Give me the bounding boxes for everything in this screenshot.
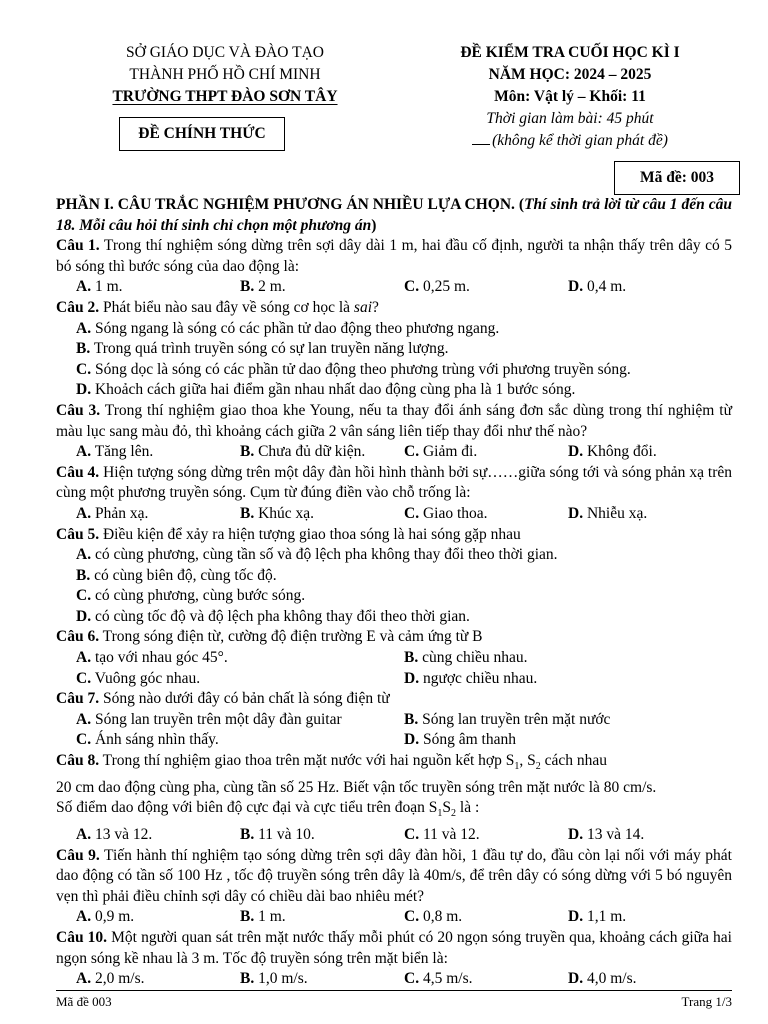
question-8-line-2: 20 cm dao động cùng pha, cùng tần số 25 Hz. Biết vận tốc truyền sóng trên mặt nước là 80 cm/s.: [56, 778, 657, 796]
city-name: THÀNH PHỐ HỒ CHÍ MINH: [129, 66, 321, 83]
question-text: Điều kiện để xảy ra hiện tượng giao thoa sóng là hai sóng gặp nhau: [99, 525, 521, 543]
question-label: Câu 10.: [56, 928, 108, 946]
questions-content: [56, 195, 732, 990]
section-title: PHẦN I. CÂU TRẮC NGHIỆM PHƯƠNG ÁN NHIỀU LỰA CHỌN. (: [56, 196, 525, 213]
option-c: C. 0,8 m.: [404, 908, 463, 926]
option-d: D. 1,1 m.: [568, 908, 627, 926]
options-row: [56, 907, 732, 928]
underline-mark: [472, 130, 490, 145]
question-label: Câu 5.: [56, 525, 100, 543]
option-d: D. có cùng tốc độ và độ lệch pha không thay đổi theo thời gian.: [76, 607, 470, 625]
subject-grade: Môn: Vật lý – Khối: 11: [494, 88, 646, 105]
question-label: Câu 2.: [56, 298, 100, 316]
option-c: C. Ánh sáng nhìn thấy.: [76, 731, 219, 749]
option-d: D. Không đổi.: [568, 443, 657, 461]
option-c: C. có cùng phương, cùng bước sóng.: [76, 587, 306, 605]
question-4: [56, 463, 732, 504]
question-text: Số điểm dao động với biên độ cực đại và cực tiểu trên đoạn S: [56, 799, 438, 817]
official-badge: ĐỀ CHÍNH THỨC: [119, 117, 285, 151]
question-9: [56, 846, 732, 908]
question-end: ?: [372, 298, 379, 316]
option-d: D. Sóng âm thanh: [404, 731, 516, 749]
question-text: Trong thí nghiệm giao thoa trên mặt nước với hai nguồn kết hợp S: [99, 752, 515, 770]
section-heading: [56, 195, 732, 236]
page-footer: [56, 990, 732, 1010]
option-b: B. cùng chiều nhau.: [404, 649, 528, 667]
question-text: Một người quan sát trên mặt nước thấy mỗi phút có 20 ngọn sóng truyền qua, khoảng cách giữa hai ngọn sóng kề nhau là 3 m. Tốc độ truyền sóng trên mặt biển là:: [56, 928, 732, 967]
option-b: B. 11 và 10.: [240, 826, 315, 843]
department-name: SỞ GIÁO DỤC VÀ ĐÀO TẠO: [126, 44, 324, 61]
exam-duration: Thời gian làm bài: 45 phút: [486, 110, 654, 127]
question-text: Trong sóng điện từ, cường độ điện trường E và cảm ứng từ B: [99, 628, 483, 646]
question-text: Phát biểu nào sau đây về sóng cơ học là: [99, 298, 354, 316]
options-row: [56, 442, 732, 463]
exam-title: ĐỀ KIỂM TRA CUỐI HỌC KÌ I: [460, 44, 680, 61]
option-a: A. Tăng lên.: [76, 443, 154, 461]
question-7: [56, 689, 732, 710]
option-a: A. 0,9 m.: [76, 908, 135, 926]
option-c: C. 0,25 m.: [404, 278, 470, 296]
option-c: C. Sóng dọc là sóng có các phần tử dao động theo phương trùng với phương truyền sóng.: [76, 360, 631, 378]
options-row: [56, 730, 732, 751]
options-row: [56, 969, 732, 990]
question-label: Câu 8.: [56, 752, 100, 770]
option-a: A. 2,0 m/s.: [76, 970, 145, 988]
option-c: C. 4,5 m/s.: [404, 970, 473, 988]
options-row: [56, 669, 732, 690]
options-row: [56, 504, 732, 525]
duration-note-text: (không kể thời gian phát đề): [492, 132, 668, 149]
footer-page-number: Trang 1/3: [681, 994, 732, 1009]
question-5: [56, 525, 732, 546]
option-a: A. 1 m.: [76, 278, 123, 296]
question-text: Sóng nào dưới đây có bản chất là sóng điện từ: [99, 690, 390, 708]
option-a: A. Phản xạ.: [76, 504, 149, 522]
question-text: Trong thí nghiệm giao thoa khe Young, nếu ta thay đổi ánh sáng đơn sắc dùng trong thí nghiệm từ màu lục sang màu đỏ, thì khoảng cách giữa 2 vân sáng liên tiếp thay đổi như thế nào?: [56, 401, 732, 440]
question-emphasis: sai: [353, 298, 373, 316]
option-a: A. tạo với nhau góc 45°.: [76, 649, 228, 667]
option-d: D. 0,4 m.: [568, 278, 627, 296]
option-d: D. ngược chiều nhau.: [404, 669, 538, 687]
option-b: B. có cùng biên độ, cùng tốc độ.: [76, 566, 277, 584]
question-text: Hiện tượng sóng dừng trên một dây đàn hồi hình thành bởi sự……giữa sóng tới và sóng phản xạ trên cùng một phương truyền sóng. Cụm từ đúng điền vào chỗ trống là:: [56, 463, 732, 502]
options-row: [56, 710, 732, 731]
question-label: Câu 4.: [56, 463, 100, 481]
question-label: Câu 7.: [56, 690, 100, 708]
option-a: A. 13 và 12.: [76, 826, 153, 843]
section-instruction: Thí sinh trả lời từ câu 1 đến câu 18. Mỗi câu hỏi thí sinh chỉ chọn một phương án: [56, 196, 733, 234]
options-row: [56, 277, 732, 298]
option-a: A. Sóng ngang là sóng có các phần tử dao động theo phương ngang.: [76, 319, 500, 337]
option-a: A. Sóng lan truyền trên một dây đàn guitar: [76, 710, 342, 728]
option-b: B. 2 m.: [240, 278, 286, 296]
question-8-line-3: Số điểm dao động với biên độ cực đại và cực tiểu trên đoạn $S_1S_2$ là :: [56, 799, 480, 820]
question-text: Trong thí nghiệm sóng dừng trên sợi dây dài 1 m, hai đầu cố định, người ta nhận thấy trên dây có 5 bó sóng thì bước sóng của dao động là:: [56, 237, 732, 275]
option-d: D. Khoảch cách giữa hai điểm gần nhau nhất dao động cùng pha là 1 bước sóng.: [76, 381, 576, 399]
option-d: D. 13 và 14.: [568, 826, 645, 843]
option-d: D. 4,0 m/s.: [568, 970, 637, 988]
header-left: [60, 42, 390, 108]
question-8: Câu 8. Trong thí nghiệm giao thoa trên mặt nước với hai nguồn kết hợp $S_1$, $S_2$ cách nhau: [56, 752, 608, 773]
exam-code-box: Mã đề: 003: [614, 161, 740, 195]
question-text: Tiến hành thí nghiệm tạo sóng dừng trên sợi dây đàn hồi, 1 đầu tự do, đầu còn lại nối với máy phát dao động có tần số 100 Hz , tốc độ truyền sóng trên dây là 40m/s, để trên dây có sóng dừng với 5 bó nguyên vẹn thì phải điều chỉnh sợi dây có chiều dài bao nhiêu mét?: [56, 846, 732, 905]
question-label: Câu 1.: [56, 237, 100, 255]
header-right: [400, 42, 740, 152]
option-b: B. 1,0 m/s.: [240, 970, 308, 988]
question-1: [56, 236, 732, 277]
option-c: C. Giảm đi.: [404, 443, 478, 461]
option-a: A. có cùng phương, cùng tần số và độ lệch pha không thay đổi theo thời gian.: [76, 546, 558, 564]
question-3: [56, 401, 732, 442]
section-close: ): [371, 216, 377, 234]
option-b: B. Chưa đủ dữ kiện.: [240, 443, 366, 461]
option-b: B. Sóng lan truyền trên mặt nước: [404, 710, 611, 728]
option-c: C. 11 và 12.: [404, 826, 480, 843]
question-label: Câu 3.: [56, 401, 101, 419]
option-c: C. Vuông góc nhau.: [76, 669, 201, 687]
question-label: Câu 9.: [56, 846, 100, 864]
footer-exam-code: Mã đề 003: [56, 994, 112, 1009]
option-c: C. Giao thoa.: [404, 504, 488, 522]
options-row: [56, 648, 732, 669]
duration-note: [400, 130, 740, 152]
option-b: B. Khúc xạ.: [240, 504, 315, 522]
school-year: NĂM HỌC: 2024 – 2025: [488, 66, 652, 83]
options-row: [56, 825, 732, 846]
question-10: [56, 928, 732, 969]
option-b: B. 1 m.: [240, 908, 286, 926]
school-name: TRƯỜNG THPT ĐÀO SƠN TÂY: [112, 88, 338, 105]
option-d: D. Nhiễu xạ.: [568, 504, 648, 522]
question-label: Câu 6.: [56, 628, 100, 646]
question-6: [56, 627, 732, 648]
question-2: [56, 298, 732, 319]
option-b: B. Trong quá trình truyền sóng có sự lan truyền năng lượng.: [76, 340, 449, 358]
